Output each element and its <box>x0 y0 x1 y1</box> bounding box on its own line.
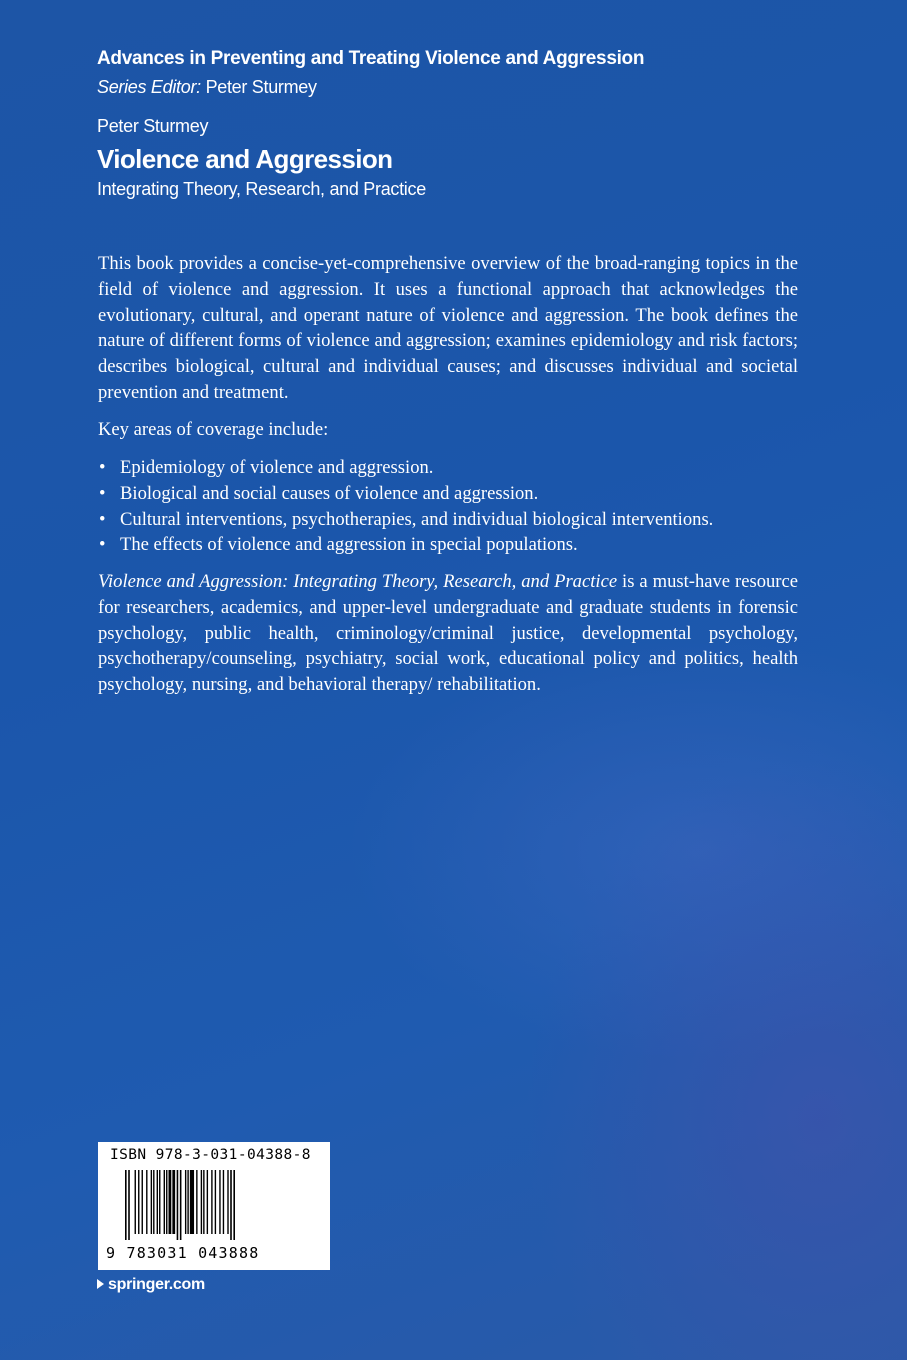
list-item <box>98 455 818 481</box>
barcode-bar <box>223 1170 224 1234</box>
barcode-bar <box>203 1170 204 1234</box>
closing-book-title: Violence and Aggression: Integrating Theory, Research, and Practice <box>98 571 618 592</box>
barcode-bar <box>211 1170 212 1234</box>
barcode-bar <box>142 1170 143 1234</box>
closing-text: is a must-have resource for researchers, academics, and upper-level undergraduate and graduate students in forensic psychology, public health, criminology/criminal justice, developmental psychology, psychotherapy/counseling, psychiatry, social work, educational policy and politics, health psychology, nursing, and behavioral therapy/ rehabilitation. <box>98 571 798 696</box>
barcode-bar <box>164 1170 165 1234</box>
book-author: Peter Sturmey <box>97 116 209 136</box>
barcode-bar <box>151 1170 152 1234</box>
series-editor <box>97 77 317 98</box>
barcode-bar <box>146 1170 147 1234</box>
barcode-bars <box>125 1170 315 1240</box>
barcode-bar <box>166 1170 167 1234</box>
barcode-bar <box>177 1170 179 1240</box>
book-title: Violence and Aggression <box>97 144 393 174</box>
bullet-icon: • <box>99 534 106 556</box>
list-item-text: Biological and social causes of violence and aggression. <box>120 482 539 504</box>
barcode-bar <box>157 1170 158 1234</box>
barcode-bar <box>138 1170 139 1234</box>
barcode-bar <box>125 1170 127 1240</box>
isbn-label: ISBN 978-3-031-04388-8 <box>110 1147 311 1163</box>
barcode-bar <box>196 1170 197 1234</box>
barcode-bar <box>227 1170 228 1234</box>
barcode-bar <box>135 1170 136 1234</box>
barcode-bar <box>190 1170 194 1234</box>
description-paragraph: This book provides a concise-yet-comprehensive overview of the broad-ranging topics in the field of violence and aggression. It uses a functional approach that acknowledges the evolutionary, cultural, and operant nature of violence and aggression. The book defines the nature of different forms of violence and aggression; examines epidemiology and risk factors; describes biological, cultural and individual causes; and discusses individual and societal prevention and treatment. <box>98 253 798 403</box>
barcode-bar <box>159 1170 160 1234</box>
barcode-bar <box>180 1170 182 1240</box>
series-editor-name: Peter Sturmey <box>205 77 317 97</box>
publisher-link-text: springer.com <box>108 1276 205 1293</box>
barcode-bar <box>201 1170 202 1234</box>
barcode-bar <box>215 1170 216 1234</box>
bullet-icon: • <box>99 482 106 504</box>
barcode-digits: 9 783031 043888 <box>106 1244 260 1262</box>
list-item-text: Epidemiology of violence and aggression. <box>120 457 434 478</box>
barcode-bar <box>153 1170 154 1234</box>
barcode-bar <box>187 1170 188 1234</box>
list-item <box>98 507 818 533</box>
barcode-bar <box>172 1170 175 1234</box>
list-item-text: The effects of violence and aggression in special populations. <box>120 534 578 556</box>
barcode-bar <box>233 1170 235 1240</box>
barcode-bar <box>185 1170 186 1234</box>
closing-paragraph <box>98 569 798 698</box>
barcode-bar <box>230 1170 232 1240</box>
list-item <box>98 532 818 558</box>
list-item <box>98 481 818 507</box>
series-title: Advances in Preventing and Treating Violence and Aggression <box>97 48 645 69</box>
bullet-icon: • <box>99 508 106 530</box>
list-item-text: Cultural interventions, psychotherapies, and individual biological interventions. <box>120 508 714 530</box>
arrow-right-icon <box>97 1279 104 1289</box>
bullet-icon: • <box>99 457 106 478</box>
barcode-bar <box>169 1170 172 1234</box>
barcode-bar <box>207 1170 208 1234</box>
barcode-bar <box>128 1170 130 1240</box>
isbn-barcode <box>98 1142 330 1270</box>
book-subtitle: Integrating Theory, Research, and Practice <box>97 179 426 199</box>
publisher-link[interactable] <box>97 1276 205 1294</box>
key-areas-list <box>98 455 818 558</box>
series-editor-label: Series Editor: <box>97 77 201 97</box>
key-areas-intro: Key areas of coverage include: <box>98 419 329 440</box>
barcode-bar <box>219 1170 220 1234</box>
